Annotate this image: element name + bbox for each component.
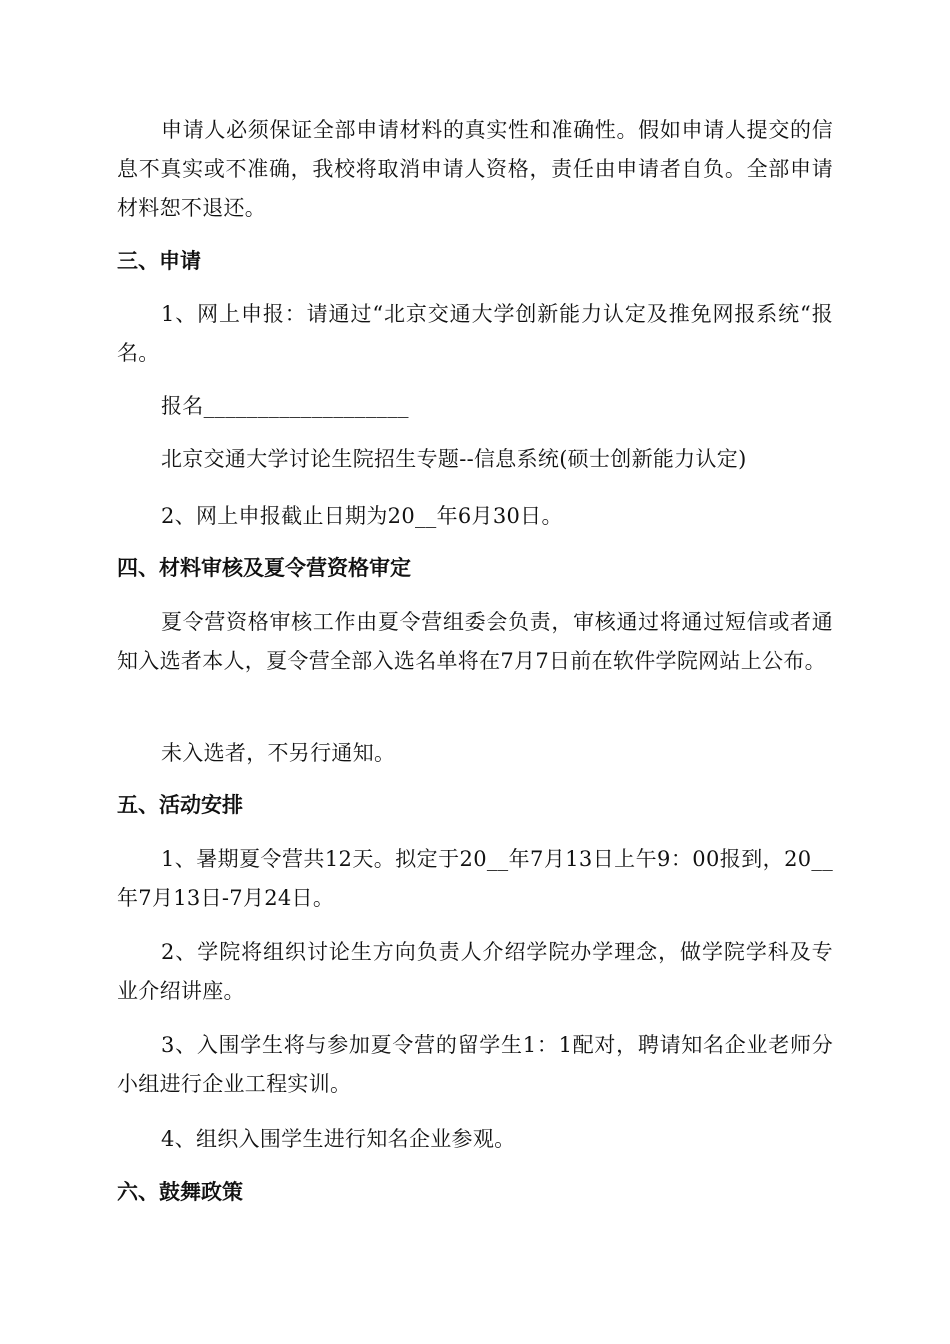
paragraph-deadline: 2、网上申报截止日期为20__年6月30日。 [161, 504, 563, 528]
paragraph-materials-authenticity: 申请人必须保证全部申请材料的真实性和准确性。假如申请人提交的信息不真实或不准确，我校将取消申请人资格，责任由申请者自负。全部申请材料恕不退还。 [117, 118, 833, 220]
paragraph-info-system: 北京交通大学讨论生院招生专题--信息系统(硕士创新能力认定) [161, 447, 747, 471]
paragraph-registration-link: 报名___________________ [161, 394, 409, 418]
paragraph-schedule-item-2: 2、学院将组织讨论生方向负责人介绍学院办学理念，做学院学科及专业介绍讲座。 [117, 940, 833, 1003]
paragraph-schedule-item-3: 3、入围学生将与参加夏令营的留学生1：1配对，聘请知名企业老师分小组进行企业工程实训。 [117, 1033, 833, 1096]
paragraph-review-process: 夏令营资格审核工作由夏令营组委会负责，审核通过将通过短信或者通知入选者本人，夏令营全部入选名单将在7月7日前在软件学院网站上公布。 [117, 610, 833, 673]
paragraph-online-application: 1、网上申报：请通过“北京交通大学创新能力认定及推免网报系统“报名。 [117, 302, 833, 365]
paragraph-schedule-item-1: 1、暑期夏令营共12天。拟定于20__年7月13日上午9：00报到，20__年7月13日-7月24日。 [117, 847, 833, 910]
section-heading-application: 三、申请 [117, 249, 201, 273]
paragraph-schedule-item-4: 4、组织入围学生进行知名企业参观。 [161, 1127, 516, 1151]
section-heading-schedule: 五、活动安排 [117, 793, 243, 817]
section-heading-review: 四、材料审核及夏令营资格审定 [117, 556, 411, 580]
paragraph-not-selected: 未入选者，不另行通知。 [161, 741, 396, 765]
section-heading-incentives: 六、鼓舞政策 [117, 1180, 243, 1204]
